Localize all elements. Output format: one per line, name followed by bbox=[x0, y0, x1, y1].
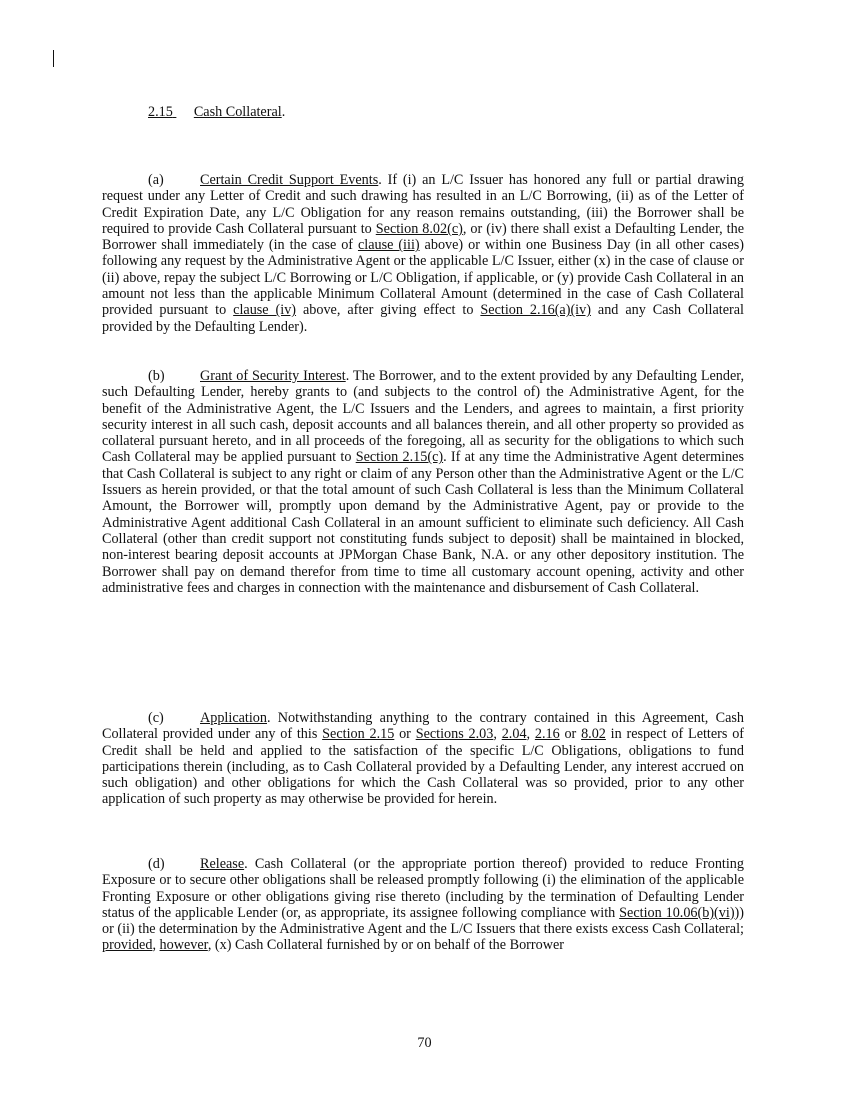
cross-reference: clause (iv) bbox=[233, 302, 297, 319]
paragraph-heading: Certain Credit Support Events bbox=[200, 172, 379, 188]
paragraph-label: (a) bbox=[148, 172, 164, 188]
paragraph-a: (a) Certain Credit Support Events. If (i) an L/C Issuer has honored any full or partial drawing request under any Letter of Credit and such drawing has resulted in an L/C Borrowing, (ii) as of the Letter of Credit Expiration Date, any L/C Obligation for any reason remains outstanding, (iii) the Borrower shall be required to provide Cash Collateral pursuant to Section 8.02(c), or (iv) there shall exist a Defaulting Lender, the Borrower shall immediately (in the case of clause (iii) above) or within one Business Day (in all other cases) following any request by the Administrative Agent or the applicable L/C Issuer, either (x) in the case of clause or (ii) above, repay the subject L/C Borrowing or L/C Obligation, if applicable, or (y) provide Cash Collateral in an amount not less than the applicable Minimum Collateral Amount (determined in the case of Cash Collateral provided pursuant to clause (iv) above, after giving effect to Section 2.16(a)(iv) and any Cash Collateral provided by the Defaulting Lender). bbox=[102, 172, 744, 335]
cross-reference: Section 10.06(b)(vi) bbox=[619, 904, 735, 921]
defined-term: provided bbox=[102, 937, 153, 954]
paragraph-c: (c) Application. Notwithstanding anything to the contrary contained in this Agreement, Cash Collateral provided under any of this Section 2.15 or Sections 2.03, 2.04, 2.16 or 8.02 in respect of Letters of Credit shall be held and applied to the satisfaction of the specific L/C Obligations, obligations to fund participations therein (including, as to Cash Collateral provided by a Defaulting Lender, any interest accrued on such obligation) and other obligations for which the Cash Collateral was so provided, prior to any other application of such property as may otherwise be provided for herein. bbox=[102, 710, 745, 808]
paragraph-label: (b) bbox=[148, 368, 165, 384]
cross-reference: Sections 2.03 bbox=[415, 726, 494, 743]
revision-change-bar bbox=[53, 50, 54, 67]
cross-reference: clause (iii) bbox=[357, 237, 420, 254]
page-number: 70 bbox=[417, 1035, 432, 1051]
section-heading: 2.15 Cash Collateral. bbox=[148, 104, 286, 120]
paragraph-d: (d) Release. Cash Collateral (or the appropriate portion thereof) provided to reduce Fronting Exposure or to secure other obligations shall be released promptly following (i) the elimination of the applicable Fronting Exposure or other obligations giving rise thereto (including by the termination of Defaulting Lender status of the applicable Lender (or, as appropriate, its assignee following compliance with Section 10.06(b)(vi))) or (ii) the determination by the Administrative Agent and the L/C Issuers that there exists excess Cash Collateral; provided, however, (x) Cash Collateral furnished by or on behalf of the Borrower bbox=[102, 856, 744, 954]
cross-reference: Section 2.15(c) bbox=[355, 449, 444, 466]
paragraph-b: (b) Grant of Security Interest. The Borrower, and to the extent provided by any Defaulting Lender, such Defaulting Lender, hereby grants to (and subjects to the control of) the Administrative Agent, for the benefit of the Administrative Agent, the L/C Issuers and the Lenders, and agrees to maintain, a first priority security interest in all such cash, deposit accounts and all balances therein, and all other property so provided as collateral pursuant hereto, and in all proceeds of the foregoing, all as security for the obligations to which such Cash Collateral may be applied pursuant to Section 2.15(c). If at any time the Administrative Agent determines that Cash Collateral is subject to any right or claim of any Person other than the Administrative Agent or the L/C Issuers as herein provided, or that the total amount of such Cash Collateral is less than the Minimum Collateral Amount, the Borrower will, promptly upon demand by the Administrative Agent, pay or provide to the Administrative Agent additional Cash Collateral in an amount sufficient to eliminate such deficiency. All Cash Collateral (other than credit support not constituting funds subject to deposit) shall be maintained in blocked, non-interest bearing deposit accounts at JPMorgan Chase Bank, N.A. or any other depository institution. The Borrower shall pay on demand therefor from time to time all customary account opening, activity and other administrative fees and charges in connection with the maintenance and disbursement of Cash Collateral. bbox=[102, 368, 744, 596]
cross-reference: Section 8.02(c) bbox=[375, 220, 463, 237]
section-number: 2.15 bbox=[148, 104, 173, 120]
cross-reference: 2.04 bbox=[501, 726, 527, 743]
paragraph-heading: Release bbox=[200, 856, 245, 872]
cross-reference: 2.16 bbox=[534, 726, 560, 743]
paragraph-label: (d) bbox=[148, 856, 165, 872]
paragraph-heading: Grant of Security Interest bbox=[200, 368, 346, 384]
cross-reference: Section 2.16(a)(iv) bbox=[480, 302, 591, 319]
paragraph-heading: Application bbox=[200, 710, 267, 726]
cross-reference: 8.02 bbox=[581, 726, 606, 743]
paragraph-label: (c) bbox=[148, 710, 164, 726]
section-title: Cash Collateral bbox=[193, 104, 282, 120]
cross-reference: Section 2.15 bbox=[322, 726, 395, 743]
defined-term: however bbox=[159, 937, 208, 954]
